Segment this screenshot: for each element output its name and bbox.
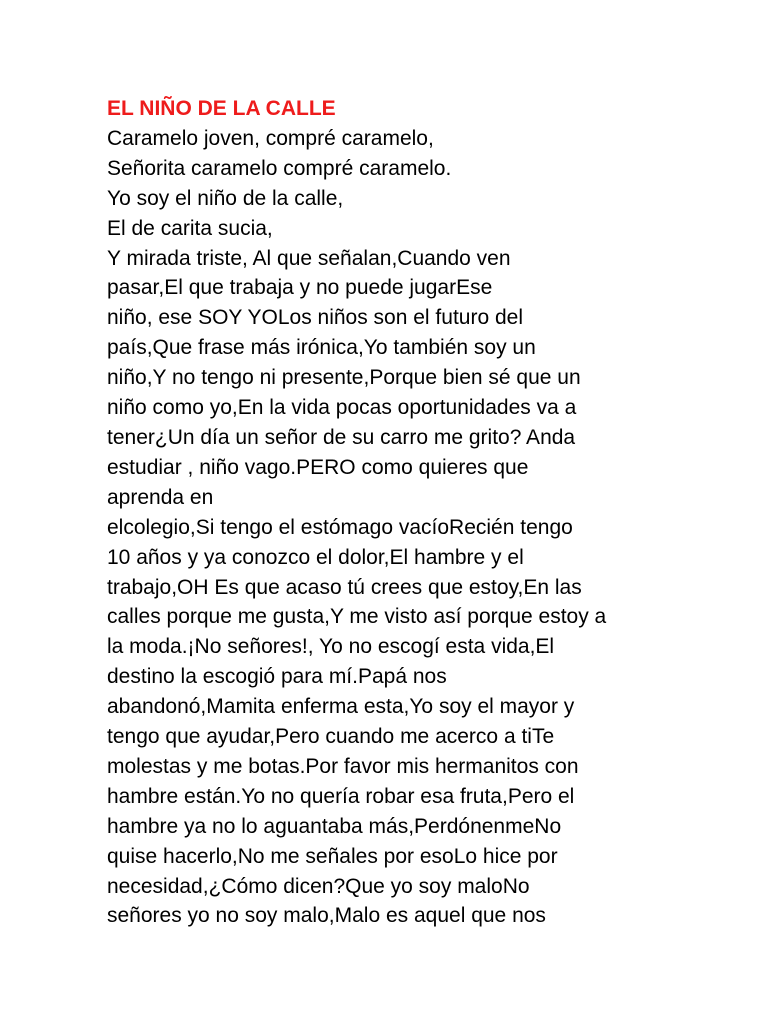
poem-line: tener¿Un día un señor de su carro me grito? Anda bbox=[107, 425, 576, 449]
poem-line: molestas y me botas.Por favor mis hermanitos con bbox=[107, 754, 579, 778]
poem-body bbox=[107, 124, 707, 931]
poem-line: quise hacerlo,No me señales por esoLo hice por bbox=[107, 844, 558, 868]
poem-line: trabajo,OH Es que acaso tú crees que estoy,En las bbox=[107, 575, 582, 599]
poem-line: niño,Y no tengo ni presente,Porque bien sé que un bbox=[107, 366, 581, 390]
poem-line: hambre ya no lo aguantaba más,PerdónenmeNo bbox=[107, 814, 562, 838]
poem-line: aprenda en bbox=[107, 485, 214, 509]
poem-line: niño, ese SOY YOLos niños son el futuro del bbox=[107, 306, 523, 330]
poem-line: niño como yo,En la vida pocas oportunidades va a bbox=[107, 396, 577, 420]
poem-line: necesidad,¿Cómo dicen?Que yo soy maloNo bbox=[107, 874, 530, 898]
poem-text-block bbox=[107, 94, 707, 931]
poem-line: país,Que frase más irónica,Yo también soy un bbox=[107, 336, 536, 360]
poem-line: El de carita sucia, bbox=[107, 216, 273, 240]
poem-line: pasar,El que trabaja y no puede jugarEse bbox=[107, 276, 493, 300]
poem-line: destino la escogió para mí.Papá nos bbox=[107, 665, 447, 689]
poem-line: Yo soy el niño de la calle, bbox=[107, 186, 344, 210]
poem-line: Y mirada triste, Al que señalan,Cuando ven bbox=[107, 246, 511, 270]
poem-line: Señorita caramelo compré caramelo. bbox=[107, 156, 452, 180]
poem-title: EL NIÑO DE LA CALLE bbox=[107, 97, 336, 120]
poem-line: estudiar , niño vago.PERO como quieres que bbox=[107, 455, 529, 479]
poem-line: calles porque me gusta,Y me visto así porque estoy a bbox=[107, 605, 607, 629]
poem-line: señores yo no soy malo,Malo es aquel que nos bbox=[107, 904, 546, 928]
poem-line: abandonó,Mamita enferma esta,Yo soy el mayor y bbox=[107, 695, 575, 719]
poem-line: Caramelo joven, compré caramelo, bbox=[107, 126, 434, 150]
poem-line: la moda.¡No señores!, Yo no escogí esta vida,El bbox=[107, 635, 555, 659]
poem-line: 10 años y ya conozco el dolor,El hambre y el bbox=[107, 545, 524, 569]
poem-line: elcolegio,Si tengo el estómago vacíoRecién tengo bbox=[107, 515, 573, 539]
poem-line: hambre están.Yo no quería robar esa fruta,Pero el bbox=[107, 784, 575, 808]
poem-line: tengo que ayudar,Pero cuando me acerco a tiTe bbox=[107, 725, 555, 749]
